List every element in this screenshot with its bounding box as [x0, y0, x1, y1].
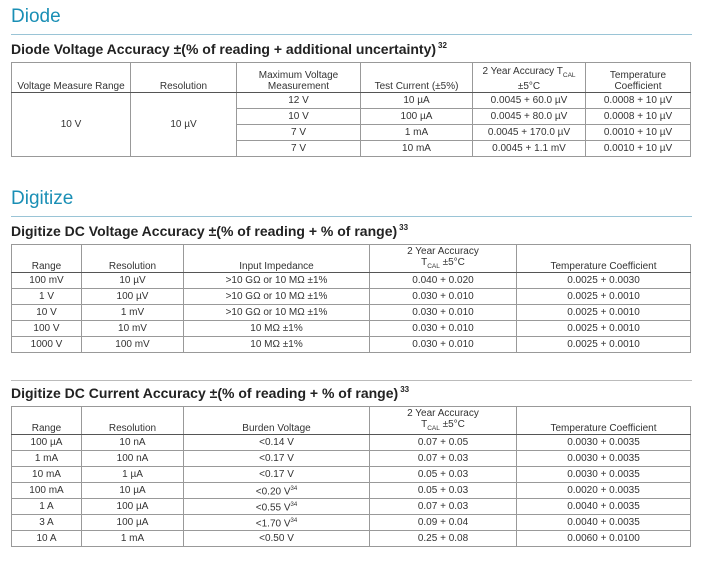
temp-coefficient-cell: 0.0010 + 10 µV [586, 125, 691, 141]
header-text: ±5°C [517, 81, 541, 92]
input-impedance-cell: 10 MΩ ±1% [184, 337, 370, 353]
burden-value: <0.17 V [259, 453, 294, 464]
table-row [12, 435, 691, 451]
range-cell: 1 A [12, 499, 82, 515]
range-cell: 3 A [12, 515, 82, 531]
temp-coefficient-cell: 0.0008 + 10 µV [586, 109, 691, 125]
footnote-ref: 34 [290, 485, 298, 492]
resolution-cell: 100 nA [82, 451, 184, 467]
resolution-cell: 10 mV [82, 321, 184, 337]
max-voltage-cell: 7 V [237, 125, 361, 141]
burden-value: <1.70 V [255, 518, 291, 530]
section-rule [11, 216, 692, 217]
burden-voltage-cell [184, 435, 370, 451]
max-voltage-cell: 12 V [237, 93, 361, 109]
footnote-ref: 33 [399, 223, 409, 233]
divider [11, 380, 692, 381]
footnote-ref: 32 [438, 41, 447, 51]
input-impedance-cell: >10 GΩ or 10 MΩ ±1% [184, 289, 370, 305]
burden-value: <0.14 V [259, 437, 294, 448]
burden-voltage-cell [184, 451, 370, 467]
accuracy-cell: 0.030 + 0.010 [370, 337, 517, 353]
temp-coefficient-cell: 0.0030 + 0.0035 [517, 467, 691, 483]
col-header: Temperature Coefficient [517, 245, 691, 273]
resolution-cell: 1 mV [82, 305, 184, 321]
table-title-dci [11, 385, 409, 401]
col-header: Resolution [82, 407, 184, 435]
accuracy-cell: 0.09 + 0.04 [370, 515, 517, 531]
table-row [12, 321, 691, 337]
temp-coefficient-cell: 0.0025 + 0.0010 [517, 321, 691, 337]
table-row [12, 483, 691, 499]
range-cell: 1000 V [12, 337, 82, 353]
temp-coefficient-cell: 0.0030 + 0.0035 [517, 451, 691, 467]
accuracy-cell: 0.0045 + 170.0 µV [473, 125, 586, 141]
table-title-text: Diode Voltage Accuracy ±(% of reading + additional uncertainty) [11, 41, 437, 57]
col-header [370, 407, 517, 435]
max-voltage-cell: 10 V [237, 109, 361, 125]
footnote-ref: 34 [290, 501, 298, 508]
col-header: Temperature Coefficient [586, 63, 691, 93]
header-text: 2 Year Accuracy [407, 408, 479, 419]
table-title-text: Digitize DC Current Accuracy ±(% of reading + % of range) [11, 385, 399, 401]
table-row [12, 289, 691, 305]
burden-value: <0.55 V [255, 502, 291, 514]
burden-value: <0.20 V [255, 486, 291, 498]
resolution-cell: 10 µA [82, 483, 184, 499]
table-row [12, 337, 691, 353]
col-header: Resolution [82, 245, 184, 273]
burden-voltage-cell [184, 515, 370, 531]
resolution-cell: 10 nA [82, 435, 184, 451]
accuracy-cell: 0.07 + 0.03 [370, 451, 517, 467]
accuracy-cell: 0.07 + 0.03 [370, 499, 517, 515]
temp-coefficient-cell: 0.0020 + 0.0035 [517, 483, 691, 499]
table-title-dcv [11, 223, 408, 239]
accuracy-cell: 0.0045 + 1.1 mV [473, 141, 586, 157]
input-impedance-cell: 10 MΩ ±1% [184, 321, 370, 337]
dci-accuracy-table [11, 406, 691, 547]
test-current-cell: 10 mA [361, 141, 473, 157]
burden-value: <0.17 V [259, 469, 294, 480]
temp-coefficient-cell: 0.0040 + 0.0035 [517, 515, 691, 531]
footnote-ref: 34 [290, 517, 298, 524]
temp-coefficient-cell: 0.0060 + 0.0100 [517, 531, 691, 547]
input-impedance-cell: >10 GΩ or 10 MΩ ±1% [184, 305, 370, 321]
temp-coefficient-cell: 0.0025 + 0.0030 [517, 273, 691, 289]
burden-value: <0.50 V [259, 533, 294, 544]
col-header: Input Impedance [184, 245, 370, 273]
resolution-cell: 10 µV [82, 273, 184, 289]
resolution-cell: 1 mA [82, 531, 184, 547]
temp-coefficient-cell: 0.0040 + 0.0035 [517, 499, 691, 515]
table-row [12, 93, 691, 109]
dcv-accuracy-table [11, 244, 691, 353]
col-header: Test Current (±5%) [361, 63, 473, 93]
table-row [12, 531, 691, 547]
table-title-diode [11, 41, 447, 57]
test-current-cell: 100 µA [361, 109, 473, 125]
col-header: Temperature Coefficient [517, 407, 691, 435]
resolution-cell: 1 µA [82, 467, 184, 483]
table-row [12, 499, 691, 515]
header-text: 2 Year Accuracy T [482, 66, 563, 77]
accuracy-cell: 0.25 + 0.08 [370, 531, 517, 547]
accuracy-cell: 0.05 + 0.03 [370, 467, 517, 483]
header-text: T [421, 257, 428, 268]
range-cell: 10 mA [12, 467, 82, 483]
section-title-diode: Diode [11, 6, 61, 27]
header-subscript: CAL [427, 263, 440, 270]
col-header: Burden Voltage [184, 407, 370, 435]
resolution-cell: 100 mV [82, 337, 184, 353]
test-current-cell: 1 mA [361, 125, 473, 141]
range-cell: 1 mA [12, 451, 82, 467]
accuracy-cell: 0.030 + 0.010 [370, 321, 517, 337]
col-header: Range [12, 407, 82, 435]
header-subscript: CAL [562, 72, 576, 79]
col-header: Voltage Measure Range [12, 63, 131, 93]
table-row [12, 451, 691, 467]
section-rule [11, 34, 692, 35]
accuracy-cell: 0.0045 + 80.0 µV [473, 109, 586, 125]
accuracy-cell: 0.030 + 0.010 [370, 305, 517, 321]
range-cell: 100 V [12, 321, 82, 337]
col-header [370, 245, 517, 273]
header-text: 2 Year Accuracy [407, 246, 479, 257]
accuracy-cell: 0.05 + 0.03 [370, 483, 517, 499]
header-text: ±5°C [439, 419, 465, 430]
resolution-cell: 100 µA [82, 499, 184, 515]
resolution-cell: 100 µV [82, 289, 184, 305]
accuracy-cell: 0.07 + 0.05 [370, 435, 517, 451]
range-cell: 10 V [12, 305, 82, 321]
accuracy-cell: 0.030 + 0.010 [370, 289, 517, 305]
col-header: Maximum Voltage Measurement [237, 63, 361, 93]
header-subscript: CAL [427, 425, 440, 432]
test-current-cell: 10 µA [361, 93, 473, 109]
input-impedance-cell: >10 GΩ or 10 MΩ ±1% [184, 273, 370, 289]
temp-coefficient-cell: 0.0025 + 0.0010 [517, 289, 691, 305]
table-row [12, 273, 691, 289]
max-voltage-cell: 7 V [237, 141, 361, 157]
header-text: ±5°C [439, 257, 465, 268]
range-cell: 100 mA [12, 483, 82, 499]
range-cell: 100 mV [12, 273, 82, 289]
burden-voltage-cell [184, 531, 370, 547]
section-title-digitize: Digitize [11, 188, 74, 209]
col-header: Resolution [131, 63, 237, 93]
table-row [12, 467, 691, 483]
accuracy-cell: 0.0045 + 60.0 µV [473, 93, 586, 109]
header-text: T [421, 419, 428, 430]
range-cell: 10 A [12, 531, 82, 547]
burden-voltage-cell [184, 499, 370, 515]
table-row [12, 305, 691, 321]
range-cell: 100 µA [12, 435, 82, 451]
temp-coefficient-cell: 0.0025 + 0.0010 [517, 305, 691, 321]
resolution-cell: 10 µV [131, 93, 237, 157]
burden-voltage-cell [184, 483, 370, 499]
table-row [12, 515, 691, 531]
temp-coefficient-cell: 0.0008 + 10 µV [586, 93, 691, 109]
temp-coefficient-cell: 0.0030 + 0.0035 [517, 435, 691, 451]
temp-coefficient-cell: 0.0010 + 10 µV [586, 141, 691, 157]
diode-accuracy-table [11, 62, 691, 157]
footnote-ref: 33 [400, 385, 410, 395]
col-header: Range [12, 245, 82, 273]
temp-coefficient-cell: 0.0025 + 0.0010 [517, 337, 691, 353]
accuracy-cell: 0.040 + 0.020 [370, 273, 517, 289]
range-cell: 10 V [12, 93, 131, 157]
range-cell: 1 V [12, 289, 82, 305]
col-header [473, 63, 586, 93]
burden-voltage-cell [184, 467, 370, 483]
resolution-cell: 100 µA [82, 515, 184, 531]
table-title-text: Digitize DC Voltage Accuracy ±(% of reading + % of range) [11, 223, 398, 239]
